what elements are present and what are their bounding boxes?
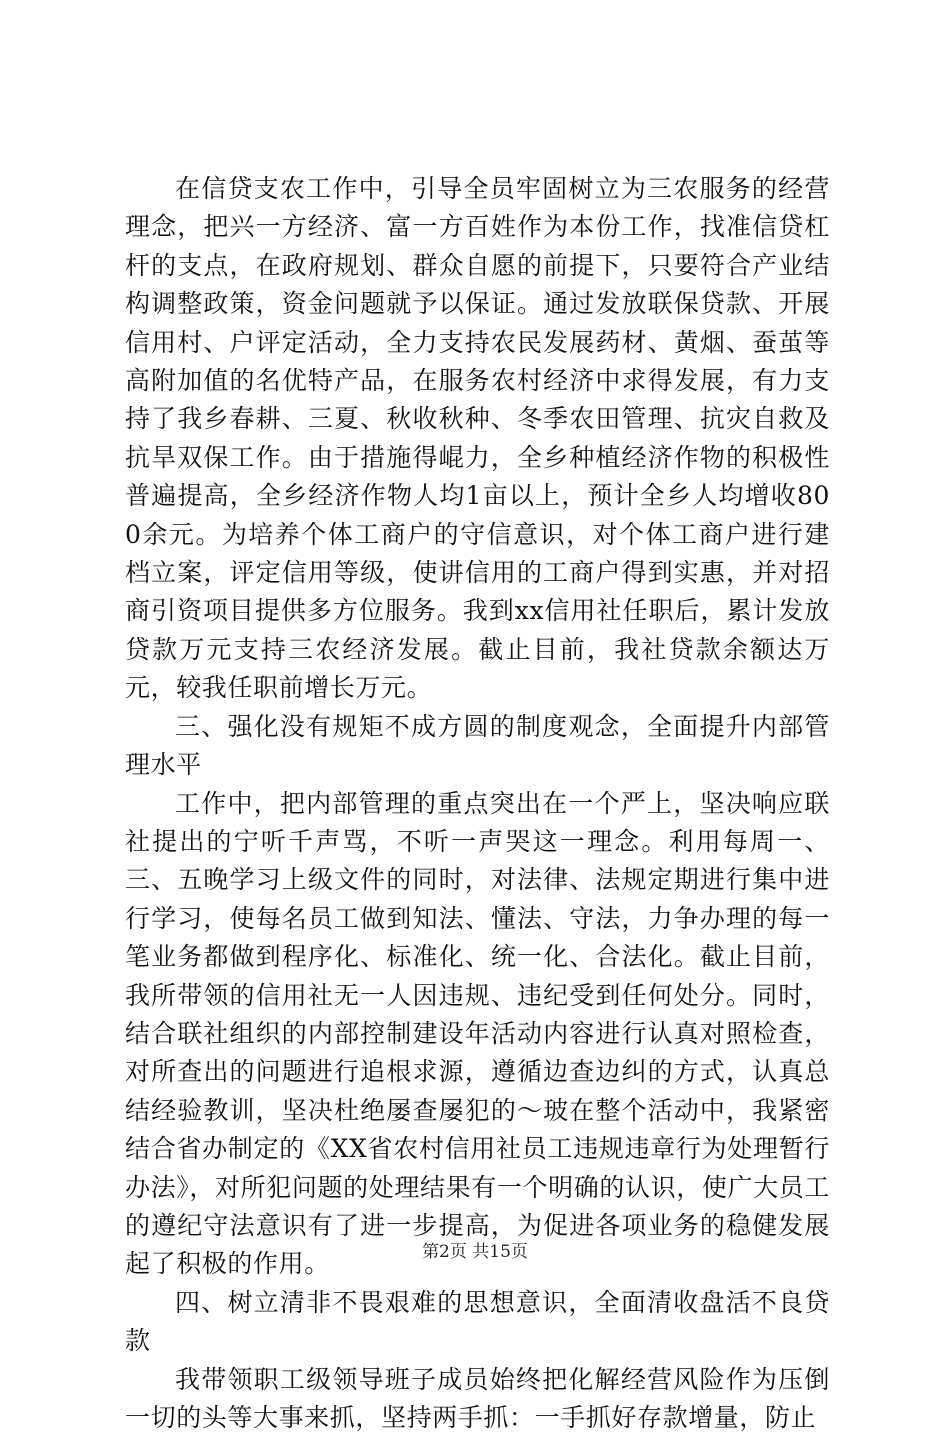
paragraph-credit-support: 在信贷支农工作中，引导全员牢固树立为三农服务的经营理念，把兴一方经济、富一方百姓作为本份工作，找准信贷杠杆的支点，在政府规划、群众自愿的前提下，只要符合产业结构调整政策，资金问题就予以保证。通过发放联保贷款、开展信用村、户评定活动，全力支持农民发展药材、黄烟、蚕茧等高附加值的名优特产品，在服务农村经济中求得发展，有力支持了我乡春耕、三夏、秋收秋种、冬季农田管理、抗灾自救及抗旱双保工作。由于措施得崐力，全乡种植经济作物的积极性普遍提高，全乡经济作物人均1亩以上，预计全乡人均增收800余元。为培养个体工商户的守信意识，对个体工商户进行建档立案，评定信用等级，使讲信用的工商户得到实惠，并对招商引资项目提供多方位服务。我到xx信用社任职后，累计发放贷款万元支持三农经济发展。截止目前，我社贷款余额达万元，较我任职前增长万元。: [125, 174, 830, 703]
paragraph-bad-loans: 我带领职工级领导班子成员始终把化解经营风险作为压倒一切的头等大事来抓，坚持两手抓：一手抓好存款增量，防止: [125, 1364, 830, 1432]
page-number-footer: 第2页 共15页: [422, 1242, 528, 1262]
section-heading-internal-management: 三、强化没有规矩不成方圆的制度观念，全面提升内部管理水平: [125, 711, 830, 780]
paragraph-internal-management: 工作中，把内部管理的重点突出在一个严上，坚决响应联社提出的宁听千声骂，不听一声哭这一理念。利用每周一、三、五晚学习上级文件的同时，对法律、法规定期进行集中进行学习，使每名员工做到知法、懂法、守法，力争办理的每一笔业务都做到程序化、标准化、统一化、合法化。截止目前，我所带领的信用社无一人因违规、违纪受到任何处分。同时，结合联社组织的内部控制建设年活动内容进行认真对照检查，对所查出的问题进行追根求源，遵循边查边纠的方式，认真总结经验教训，坚决杜绝屡查屡犯的～玻在整个活动中，我紧密结合省办制定的《XX省农村信用社员工违规违章行为处理暂行办法》，对所犯问题的处理结果有一个明确的认识，使广大员工的遵纪守法意识有了进一步提高，为促进各项业务的稳健发展起了积极的作用。: [125, 788, 830, 1279]
section-heading-bad-loans: 四、树立清非不畏艰难的思想意识，全面清收盘活不良贷款: [125, 1287, 830, 1356]
